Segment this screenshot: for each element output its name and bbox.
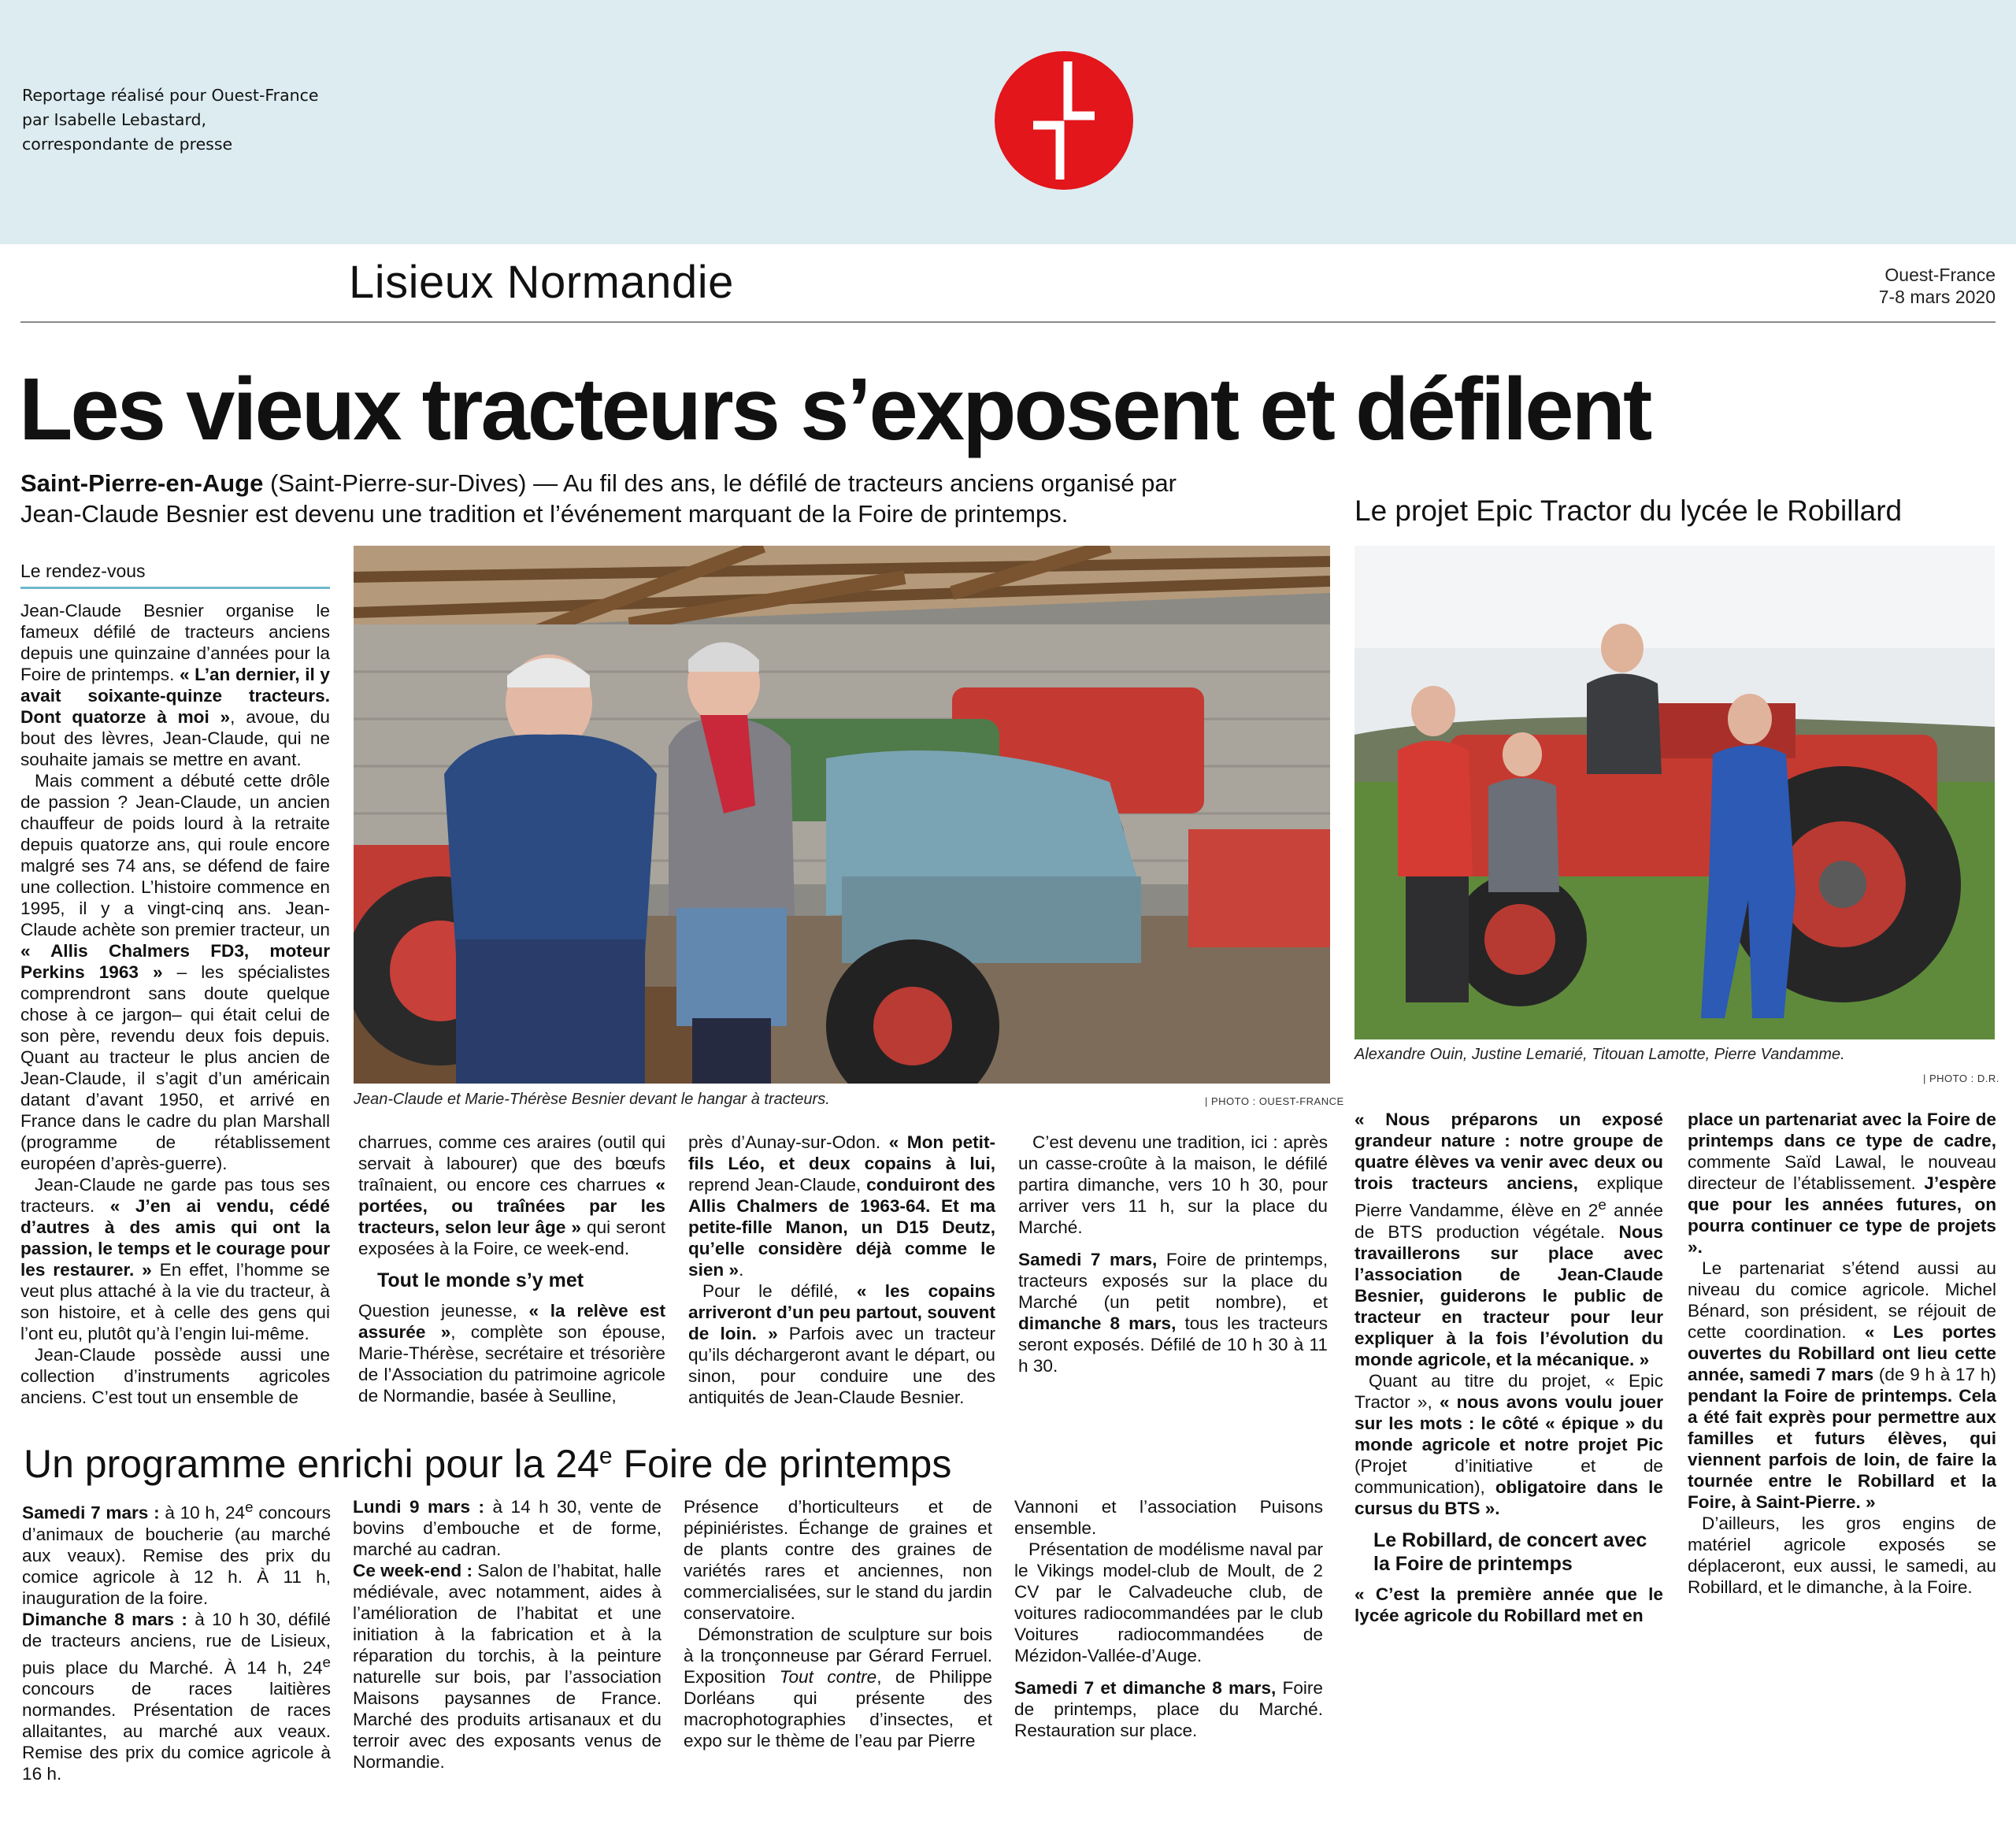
- italic-run: Tout contre: [779, 1667, 877, 1687]
- text-run: qui seront exposées à la Foire, ce week-end.: [358, 1217, 665, 1258]
- rubric-label: Le rendez-vous: [20, 561, 330, 589]
- publication-name: Ouest-France: [1884, 265, 1996, 285]
- text-run: , avoue, du bout des lèvres, Jean-Claude, qui ne souhaite jamais se mettre en avant.: [20, 707, 330, 769]
- article-column-1: [20, 600, 330, 1408]
- publication-meta: [1879, 264, 1996, 308]
- text-run: Jean-Claude possède aussi une collection d’instruments agricoles anciens. C’est tout un ensemble de: [20, 1345, 330, 1407]
- main-photo-caption: Jean-Claude et Marie-Thérèse Besnier devant le hangar à tracteurs.: [354, 1091, 830, 1108]
- side-photo-caption: Alexandre Ouin, Justine Lemarié, Titouan Lamotte, Pierre Vandamme.: [1354, 1046, 1845, 1063]
- quote-run: « J’en ai vendu, cédé d’autres à des amis qui ont la passion, le temps et le courage pour les restaurer. »: [20, 1196, 330, 1280]
- quote-run: obligatoire dans le cursus du BTS ».: [1354, 1476, 1663, 1518]
- credit-line: correspondante de presse: [22, 135, 233, 154]
- article-headline: Les vieux tracteurs s’exposent et défilent: [19, 360, 1651, 458]
- quote-run: « la relève est assurée »: [358, 1301, 665, 1342]
- intertitle-robillard: Le Robillard, de concert avec la Foire de printemps: [1373, 1528, 1647, 1575]
- text-run: Vannoni et l’association Puisons ensemble.: [1014, 1497, 1323, 1538]
- text-run: Parfois avec un tracteur qu’ils déchargeront avant le départ, ou sinon, pour conduire une des antiquités de Jean-Claude Besnier.: [688, 1324, 995, 1407]
- quote-run: « Mon petit-fils Léo, et deux copains à lui,: [688, 1132, 995, 1173]
- text-run: charrues, comme ces araires (outil qui servait à labourer) que des bœufs traînaient, ou encore ces charrues: [358, 1132, 665, 1195]
- ordinal-sup: e: [245, 1499, 254, 1515]
- reporter-credit: [22, 83, 319, 157]
- text-run: , de Philippe Dorléans qui présente des macrophotographies d’insectes, et expo sur le thème de l’eau par Pierre: [684, 1667, 992, 1751]
- quote-run: « Les portes ouvertes du Robillard ont lieu cette année, samedi 7 mars: [1688, 1322, 1996, 1384]
- main-photo-credit: | PHOTO : OUEST-FRANCE: [1205, 1095, 1344, 1107]
- programme-column-1: [22, 1496, 331, 1784]
- quote-run: « Allis Chalmers FD3, moteur Perkins 1963 »: [20, 941, 330, 982]
- article-column-3: [688, 1132, 995, 1408]
- text-run: Salon de l’habitat, halle médiévale, avec notamment, aides à l’amélioration de l’habitat et une initiation à la fabrication et à la réparation du torchis, à la peinture naturelle sur bois, par l’association Maisons paysannes de France. Marché des produits artisanaux et du terroir avec des exposants venus de Normandie.: [353, 1561, 662, 1772]
- programme-column-3: [684, 1496, 992, 1751]
- top-banner: [0, 0, 2016, 244]
- text-run: Question jeunesse,: [358, 1301, 529, 1321]
- text-run: D’ailleurs, les gros engins de matériel agricole exposés se déplaceront, eux aussi, le samedi, au Robillard, et le dimanche, à la Foire.: [1688, 1514, 1996, 1597]
- text-run: explique Pierre Vandamme, élève en 2: [1354, 1173, 1663, 1221]
- text-run: concours d’animaux de boucherie (au marché aux veaux). Remise des prix du comice agricole à 12 h. À 11 h, inauguration de la foire.: [22, 1502, 331, 1608]
- quote-run: « portées, ou traînées par les tracteurs, selon leur âge »: [358, 1175, 665, 1237]
- programme-column-2: [353, 1496, 662, 1773]
- quote-run: J’espère que pour les années futures, on pourra continuer ce type de projets ».: [1688, 1173, 1996, 1257]
- programme-title-part: Foire de printemps: [612, 1442, 952, 1486]
- text-run: Jean-Claude ne garde pas tous ses tracteurs.: [20, 1175, 330, 1216]
- main-photo: [354, 546, 1330, 1084]
- programme-title-part: Un programme enrichi pour la 24: [24, 1442, 599, 1486]
- quote-run: conduiront des Allis Chalmers de 1963-64. Et ma petite-fille Manon, un D15 Deutz, qu’elle considère déjà comme le sien »: [688, 1175, 995, 1280]
- text-run: (de 9 h à 17 h): [1873, 1365, 1996, 1384]
- date-run: Lundi 9 mars :: [353, 1497, 485, 1517]
- text-run: C’est devenu une tradition, ici : après un casse-croûte à la maison, le défilé partira dimanche, vers 10 h 30, pour arriver vers 11 h, sur la place du Marché.: [1018, 1132, 1328, 1237]
- intertitle-jeunesse: Tout le monde s’y met: [377, 1269, 584, 1291]
- date-run: Dimanche 8 mars :: [22, 1609, 187, 1629]
- text-run: à 10 h 30, défilé de tracteurs anciens, rue de Lisieux, puis place du Marché. À 14 h, 24: [22, 1609, 331, 1678]
- text-run: (Projet d’initiative et de communication),: [1354, 1455, 1663, 1497]
- date-run: Samedi 7 mars :: [22, 1502, 160, 1523]
- quote-run: « nous avons voulu jouer sur les mots : le côté « épique » du monde agricole et notre projet Pic: [1354, 1391, 1663, 1454]
- text-run: – les spécialistes comprendront sans doute quelque chose à ce jargon– qui était celui de son père, revendu deux fois depuis. Quant au tracteur le plus ancien de Jean-Claude, il s’agit d’un américain datant d’avant 1950, et arrivé en France dans le cadre du plan Marshall (programme de rétablissement européen d’après-guerre).: [20, 962, 330, 1173]
- text-run: Jean-Claude Besnier organise le fameux défilé de tracteurs anciens depuis une quinzaine d’années pour la Foire de printemps.: [20, 601, 330, 684]
- text-run: .: [739, 1260, 744, 1280]
- quote-run: « Nous préparons un exposé grandeur nature : notre groupe de quatre élèves va venir avec deux ou trois tracteurs anciens,: [1354, 1110, 1663, 1193]
- text-run: concours de races laitières normandes. Présentation de races allaitantes, au marché aux veaux. Remise des prix du comice agricole à 16 h.: [22, 1679, 331, 1784]
- ordinal-sup: e: [1598, 1196, 1606, 1213]
- text-run: à 14 h 30, vente de bovins d’embouche et de forme, marché au cadran.: [353, 1497, 662, 1559]
- side-column-2: [1688, 1109, 1996, 1598]
- quote-run: « L’an dernier, il y avait soixante-quinze tracteurs. Dont quatorze à moi »: [20, 665, 330, 727]
- date-run: Samedi 7 mars,: [1018, 1250, 1158, 1269]
- date-run: dimanche 8 mars,: [1018, 1313, 1177, 1333]
- quote-run: place un partenariat avec la Foire de printemps dans ce type de cadre,: [1688, 1110, 1996, 1150]
- quote-run: « les copains arriveront d’un peu partout, souvent de loin. »: [688, 1281, 995, 1343]
- article-lead: [20, 468, 1202, 529]
- text-run: reprend Jean-Claude,: [688, 1175, 867, 1195]
- date-run: Ce week-end :: [353, 1561, 472, 1580]
- text-run: près d’Aunay-sur-Odon.: [688, 1132, 889, 1152]
- text-run: En effet, l’homme se veut plus attaché à la vie du tracteur, à son histoire, et à celle des gens qui l’ont eu, plutôt qu’à l’engin lui-même.: [20, 1260, 330, 1343]
- text-run: , complète son épouse, Marie-Thérèse, secrétaire et trésorière de l’Association du patrimoine agricole de Normandie, basée à Seulline,: [358, 1322, 665, 1406]
- text-run: Foire de printemps, place du Marché. Restauration sur place.: [1014, 1678, 1323, 1740]
- sidebar-title: Le projet Epic Tractor du lycée le Robillard: [1354, 495, 1903, 527]
- side-column-1: [1354, 1109, 1663, 1626]
- text-run: Présentation de modélisme naval par le Vikings model-club de Moult, de 2 CV par le Calvadeuche club, de voitures radiocommandées par le club Voitures radiocommandées de Mézidon-Vallée-d’Auge.: [1014, 1539, 1323, 1665]
- ouest-france-logo-icon: [994, 50, 1134, 191]
- text-run: Présence d’horticulteurs et de pépiniéristes. Échange de graines et de plants contre des graines de variétés rares et anciennes, non commercialisées, sur le stand du jardin conservatoire.: [684, 1497, 992, 1623]
- credit-line: par Isabelle Lebastard,: [22, 110, 207, 129]
- publication-date: 7-8 mars 2020: [1878, 287, 1996, 307]
- side-photo: [1354, 546, 1995, 1039]
- programme-title: [24, 1441, 951, 1487]
- section-title: Lisieux Normandie: [349, 257, 734, 308]
- text-run: année de BTS production végétale.: [1354, 1200, 1663, 1242]
- text-run: Pour le défilé,: [702, 1281, 857, 1301]
- header-rule: [20, 321, 1996, 323]
- text-run: à 10 h, 24: [159, 1502, 246, 1523]
- text-run: commente Saïd Lawal, le nouveau directeur de l’établissement.: [1688, 1152, 1996, 1193]
- text-run: Foire de printemps, tracteurs exposés sur la place du Marché (un petit nombre), et: [1018, 1250, 1329, 1312]
- programme-column-4: [1014, 1496, 1323, 1741]
- credit-line: Reportage réalisé pour Ouest-France: [22, 86, 319, 105]
- article-column-2: [358, 1132, 665, 1406]
- quote-run: Nous travaillerons sur place avec l’association de Jean-Claude Besnier, guiderons le public de tracteur en tracteur pour leur expliquer à la fois l’évolution du monde agricole, et la mécanique. »: [1354, 1221, 1663, 1369]
- date-run: Samedi 7 et dimanche 8 mars,: [1014, 1678, 1277, 1698]
- ordinal-sup: e: [322, 1653, 331, 1670]
- quote-run: « C’est la première année que le lycée agricole du Robillard met en: [1354, 1584, 1663, 1625]
- text-run: Démonstration de sculpture sur bois à la tronçonneuse par Gérard Ferruel. Exposition: [684, 1625, 992, 1687]
- lead-text: (Saint-Pierre-sur-Dives) — Au fil des ans, le défilé de tracteurs anciens organisé par Jean-Claude Besnier est devenu une tradition et l’événement marquant de la Foire de printemps.: [20, 469, 1177, 528]
- quote-run: pendant la Foire de printemps. Cela a été fait exprès pour permettre aux familles et futurs élèves, qui viennent parfois de loin, de faire la tournée entre le Robillard et la Foire, à Saint-Pierre. »: [1688, 1386, 1996, 1512]
- text-run: Quant au titre du projet, « Epic Tractor »,: [1354, 1370, 1663, 1412]
- lead-place: Saint-Pierre-en-Auge: [20, 469, 264, 497]
- text-run: Le partenariat s’étend aussi au niveau du comice agricole. Michel Bénard, son président, se réjouit de cette coordination.: [1688, 1258, 1996, 1342]
- side-photo-credit: | PHOTO : D.R.: [1923, 1073, 1999, 1084]
- text-run: tous les tracteurs seront exposés. Défilé de 10 h 30 à 11 h 30.: [1018, 1313, 1328, 1376]
- programme-title-sup: e: [598, 1443, 613, 1469]
- article-column-4: [1018, 1132, 1328, 1376]
- text-run: Mais comment a débuté cette drôle de passion ? Jean-Claude, un ancien chauffeur de poids lourd à la retraite depuis quatorze ans, qui roule encore malgré ses 74 ans, se défend de faire une collection. L’histoire commence en 1995, il y a vingt-cinq ans. Jean-Claude achète son premier tracteur, un: [20, 771, 330, 939]
